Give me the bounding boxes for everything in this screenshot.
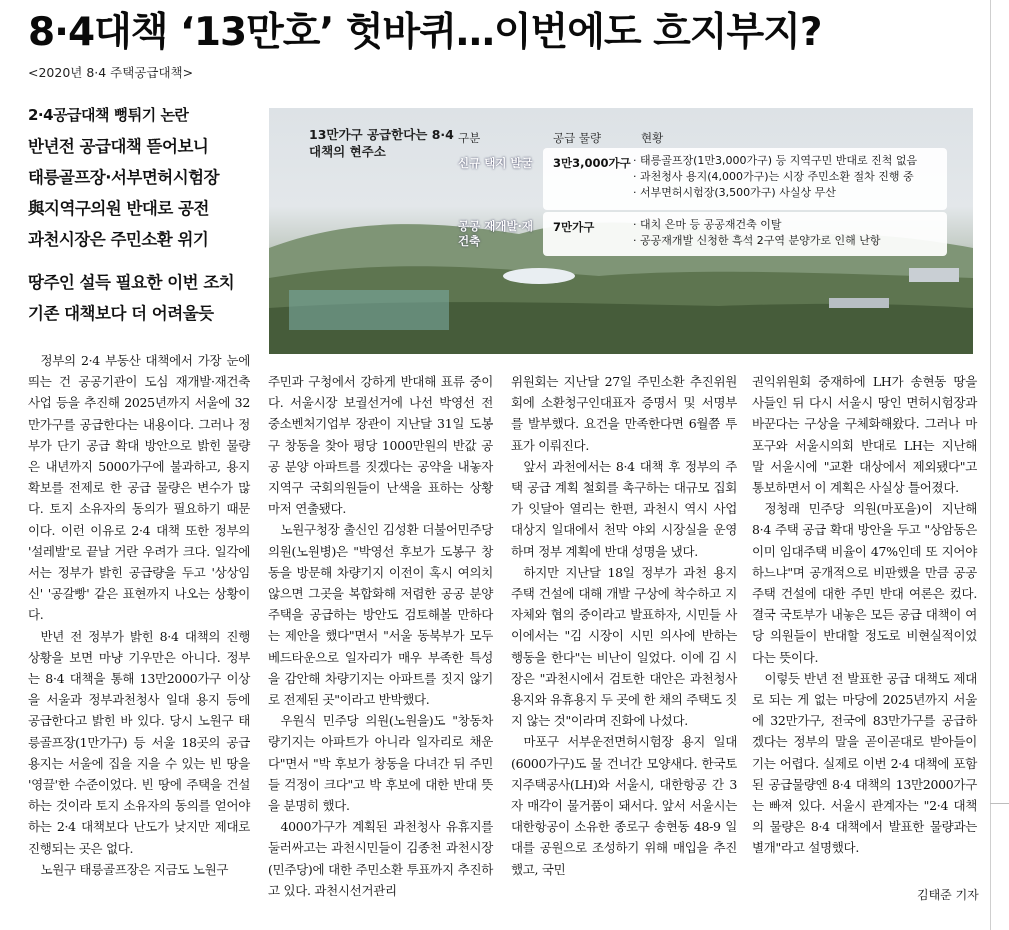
status-item: · 대치 은마 등 공공재건축 이탈	[633, 217, 881, 233]
body-column-2	[268, 371, 493, 901]
header-amount: 공급 물량	[553, 131, 602, 145]
paragraph: 하지만 지난달 18일 정부가 과천 용지 주택 건설에 대해 개발 구상에 착수하고 지자체와 협의 중이라고 발표하자, 시민들 사이에서는 "김 시장이 시민 의사에 반하는 행동을 한다"는 비난이 일었다. 이에 김 시장은 "과천시에서 검토한 대안은 과천청사 용지와 유휴용지 두 곳에 한 채의 주택도 짓지 않는 것"이라며 진화에 나섰다.	[511, 564, 737, 729]
status-item: · 태릉골프장(1만3,000가구) 등 지역구민 반대로 진척 없음	[633, 153, 917, 169]
header-status: 현황	[641, 131, 664, 145]
photo-caption: <2020년 8·4 주택공급대책>	[28, 65, 194, 80]
paragraph: 권익위원회 중재하에 LH가 송현동 땅을 사들인 뒤 다시 서울시 땅인 면허시험장과 바꾼다는 구상을 구체화해왔다. 그러나 마포구와 서울시의회 반대로 LH는 지난해 말 서울시에 "교환 대상에서 제외됐다"고 통보하면서 이 계획은 사실상 틀어졌다.	[752, 374, 977, 496]
byline: 김태준 기자	[917, 888, 979, 902]
deck-line: 與지역구의원 반대로 공전	[28, 199, 209, 218]
paragraph: 노원구 태릉골프장은 지금도 노원구	[40, 861, 229, 877]
paragraph: 마포구 서부운전면허시험장 용지 일대(6000가구)도 물 건너간 모양새다. 한국토지주택공사(LH)와 서울시, 대한항공 간 3자 매각이 물거품이 돼서다. 앞서 서울시는 대한항공이 소유한 종로구 송현동 48-9 일대를 공원으로 조성하기 위해 매입을 추진했고, 국민	[511, 734, 737, 877]
column-rule	[990, 0, 991, 930]
deck-line: 태릉골프장·서부면허시험장	[28, 168, 220, 187]
status-box	[543, 212, 947, 256]
paragraph: 노원구청장 출신인 김성환 더불어민주당 의원(노원병)은 "박영선 후보가 도봉구 창동을 방문해 차량기지 이전이 혹시 여의치 않으면 그곳을 복합화해 저렴한 공공 분양주택을 공급하는 방안도 검토해볼 만하다는 제안을 했다"면서 "서울 동북부가 모두 베드타운으로 일자리가 매우 부족한 특성을 감안해 차량기지는 아파트를 짓지 않기로 전제된 곳"이라고 반박했다.	[268, 522, 493, 708]
deck-line: 땅주인 설득 필요한 이번 조치	[28, 273, 235, 292]
infographic	[269, 108, 973, 354]
row-category: 공공 재개발·재건축	[458, 219, 534, 248]
rule-tick	[990, 803, 1009, 804]
paragraph: 우원식 민주당 의원(노원을)도 "창동차량기지는 아파트가 아니라 일자리로 채운다"면서 "박 후보가 창동을 다녀간 뒤 주민들 걱정이 크다"고 박 후보에 대한 반대 뜻을 분명히 했다.	[268, 713, 493, 814]
deck-line: 반년전 공급대책 뜯어보니	[28, 137, 209, 156]
row-category: 신규 택지 발굴	[458, 156, 533, 170]
paragraph: 정부의 2·4 부동산 대책에서 가장 눈에 띄는 건 공공기관이 도심 재개발·재건축 사업 등을 추진해 2025년까지 서울에 32만가구를 공급한다는 내용이다. 그러나 정부가 단기 공급 확대 방안으로 밝힌 물량은 내년까지 5000가구에 불과하고, 용지 확보를 전제로 한 공급 물량은 변수가 많다. 토지 소유자의 동의가 필요하기 때문이다. 이런 이유로 2·4 대책 또한 정부의 '설레발'로 끝날 거란 우려가 크다. 일각에서는 정부가 밝힌 공급량을 두고 '상상임신' '공갈빵' 같은 표현까지 나오는 상황이다.	[28, 353, 250, 623]
body-column-3	[511, 371, 737, 880]
body-column-1	[28, 350, 250, 880]
paragraph: 주민과 구청에서 강하게 반대해 표류 중이다. 서울시장 보궐선거에 나선 박영선 전 중소벤처기업부 장관이 지난달 31일 도봉구 창동을 찾아 평당 1000만원의 반값 공공 분양 아파트를 짓겠다는 공약을 내놓자 지역구 국회의원들이 난색을 표하는 상황마저 연출됐다.	[268, 374, 493, 517]
paragraph: 4000가구가 계획된 과천청사 유휴지를 둘러싸고는 과천시민들이 김종천 과천시장(민주당)에 대한 주민소환 투표까지 추진하고 있다. 과천시선거관리	[268, 819, 493, 898]
status-box	[543, 148, 947, 210]
paragraph: 반년 전 정부가 밝힌 8·4 대책의 진행 상황을 보면 마냥 기우만은 아니다. 정부는 8·4 대책을 통해 13만2000가구 이상을 서울과 정부과천청사 일대 용지 등에 공급한다고 밝힌 바 있다. 당시 노원구 태릉골프장(1만가구) 등 서울 18곳의 공급용지는 서울에 집을 지을 수 있는 빈 땅을 '영끌'한 수준이었다. 빈 땅에 주택을 건설하는 것이라 토지 소유자의 동의를 얻어야 하는 2·4 대책보다 난도가 낮지만 제대로 진행되는 곳은 없다.	[28, 628, 250, 856]
row-amount: 3만3,000가구	[553, 156, 631, 170]
news-photo	[269, 108, 973, 354]
deck-line: 2·4공급대책 뻥튀기 논란	[28, 106, 189, 124]
status-item: · 서부면허시험장(3,500가구) 사실상 무산	[633, 185, 917, 201]
headline: 8·4대책 ‘13만호’ 헛바퀴…이번에도 흐지부지?	[28, 10, 822, 55]
paragraph: 위원회는 지난달 27일 주민소환 추진위원회에 소환청구인대표자 증명서 및 서명부를 발부했다. 요건을 만족한다면 6월쯤 투표가 이뤄진다.	[511, 374, 737, 453]
infographic-title: 13만가구 공급한다는 8·4 대책의 현주소	[309, 127, 454, 159]
deck-line: 기존 대책보다 더 어려울듯	[28, 304, 214, 323]
status-item: · 과천청사 용지(4,000가구)는 시장 주민소환 절차 진행 중	[633, 169, 917, 185]
header-category: 구분	[458, 131, 481, 145]
row-amount: 7만가구	[553, 220, 595, 234]
paragraph: 이렇듯 반년 전 발표한 공급 대책도 제대로 되는 게 없는 마당에 2025년까지 서울에 32만가구, 전국에 83만가구를 공급하겠다는 정부의 말을 곧이곧대로 받아들이기는 어렵다. 실제로 이번 2·4 대책에 포함된 공급물량엔 8·4 대책의 13만2000가구는 빠져 있다. 서울시 관계자는 "2·4 대책의 물량은 8·4 대책에서 발표한 물량과는 별개"라고 설명했다.	[752, 670, 977, 856]
status-item: · 공공재개발 신청한 흑석 2구역 분양가로 인해 난항	[633, 233, 881, 249]
paragraph: 앞서 과천에서는 8·4 대책 후 정부의 주택 공급 계획 철회를 촉구하는 대규모 집회가 잇달아 열리는 한편, 과천시 역시 사업 대상지 일대에서 천막 야외 시장실을 운영하며 정부 계획에 반대 성명을 냈다.	[511, 458, 737, 559]
deck-line: 과천시장은 주민소환 위기	[28, 230, 209, 249]
body-column-4	[752, 371, 977, 859]
paragraph: 정청래 민주당 의원(마포을)이 지난해 8·4 주택 공급 확대 방안을 두고 "상암동은 이미 임대주택 비율이 47%인데 또 지어야 하느냐"며 공개적으로 비판했을 만큼 공공주택 건설에 대한 주민 반대 여론은 컸다. 결국 국토부가 내놓은 모든 공급 대책이 여당 의원들이 반대할 정도로 비현실적이었다는 뜻이다.	[752, 501, 977, 665]
sub-headlines	[28, 100, 258, 329]
